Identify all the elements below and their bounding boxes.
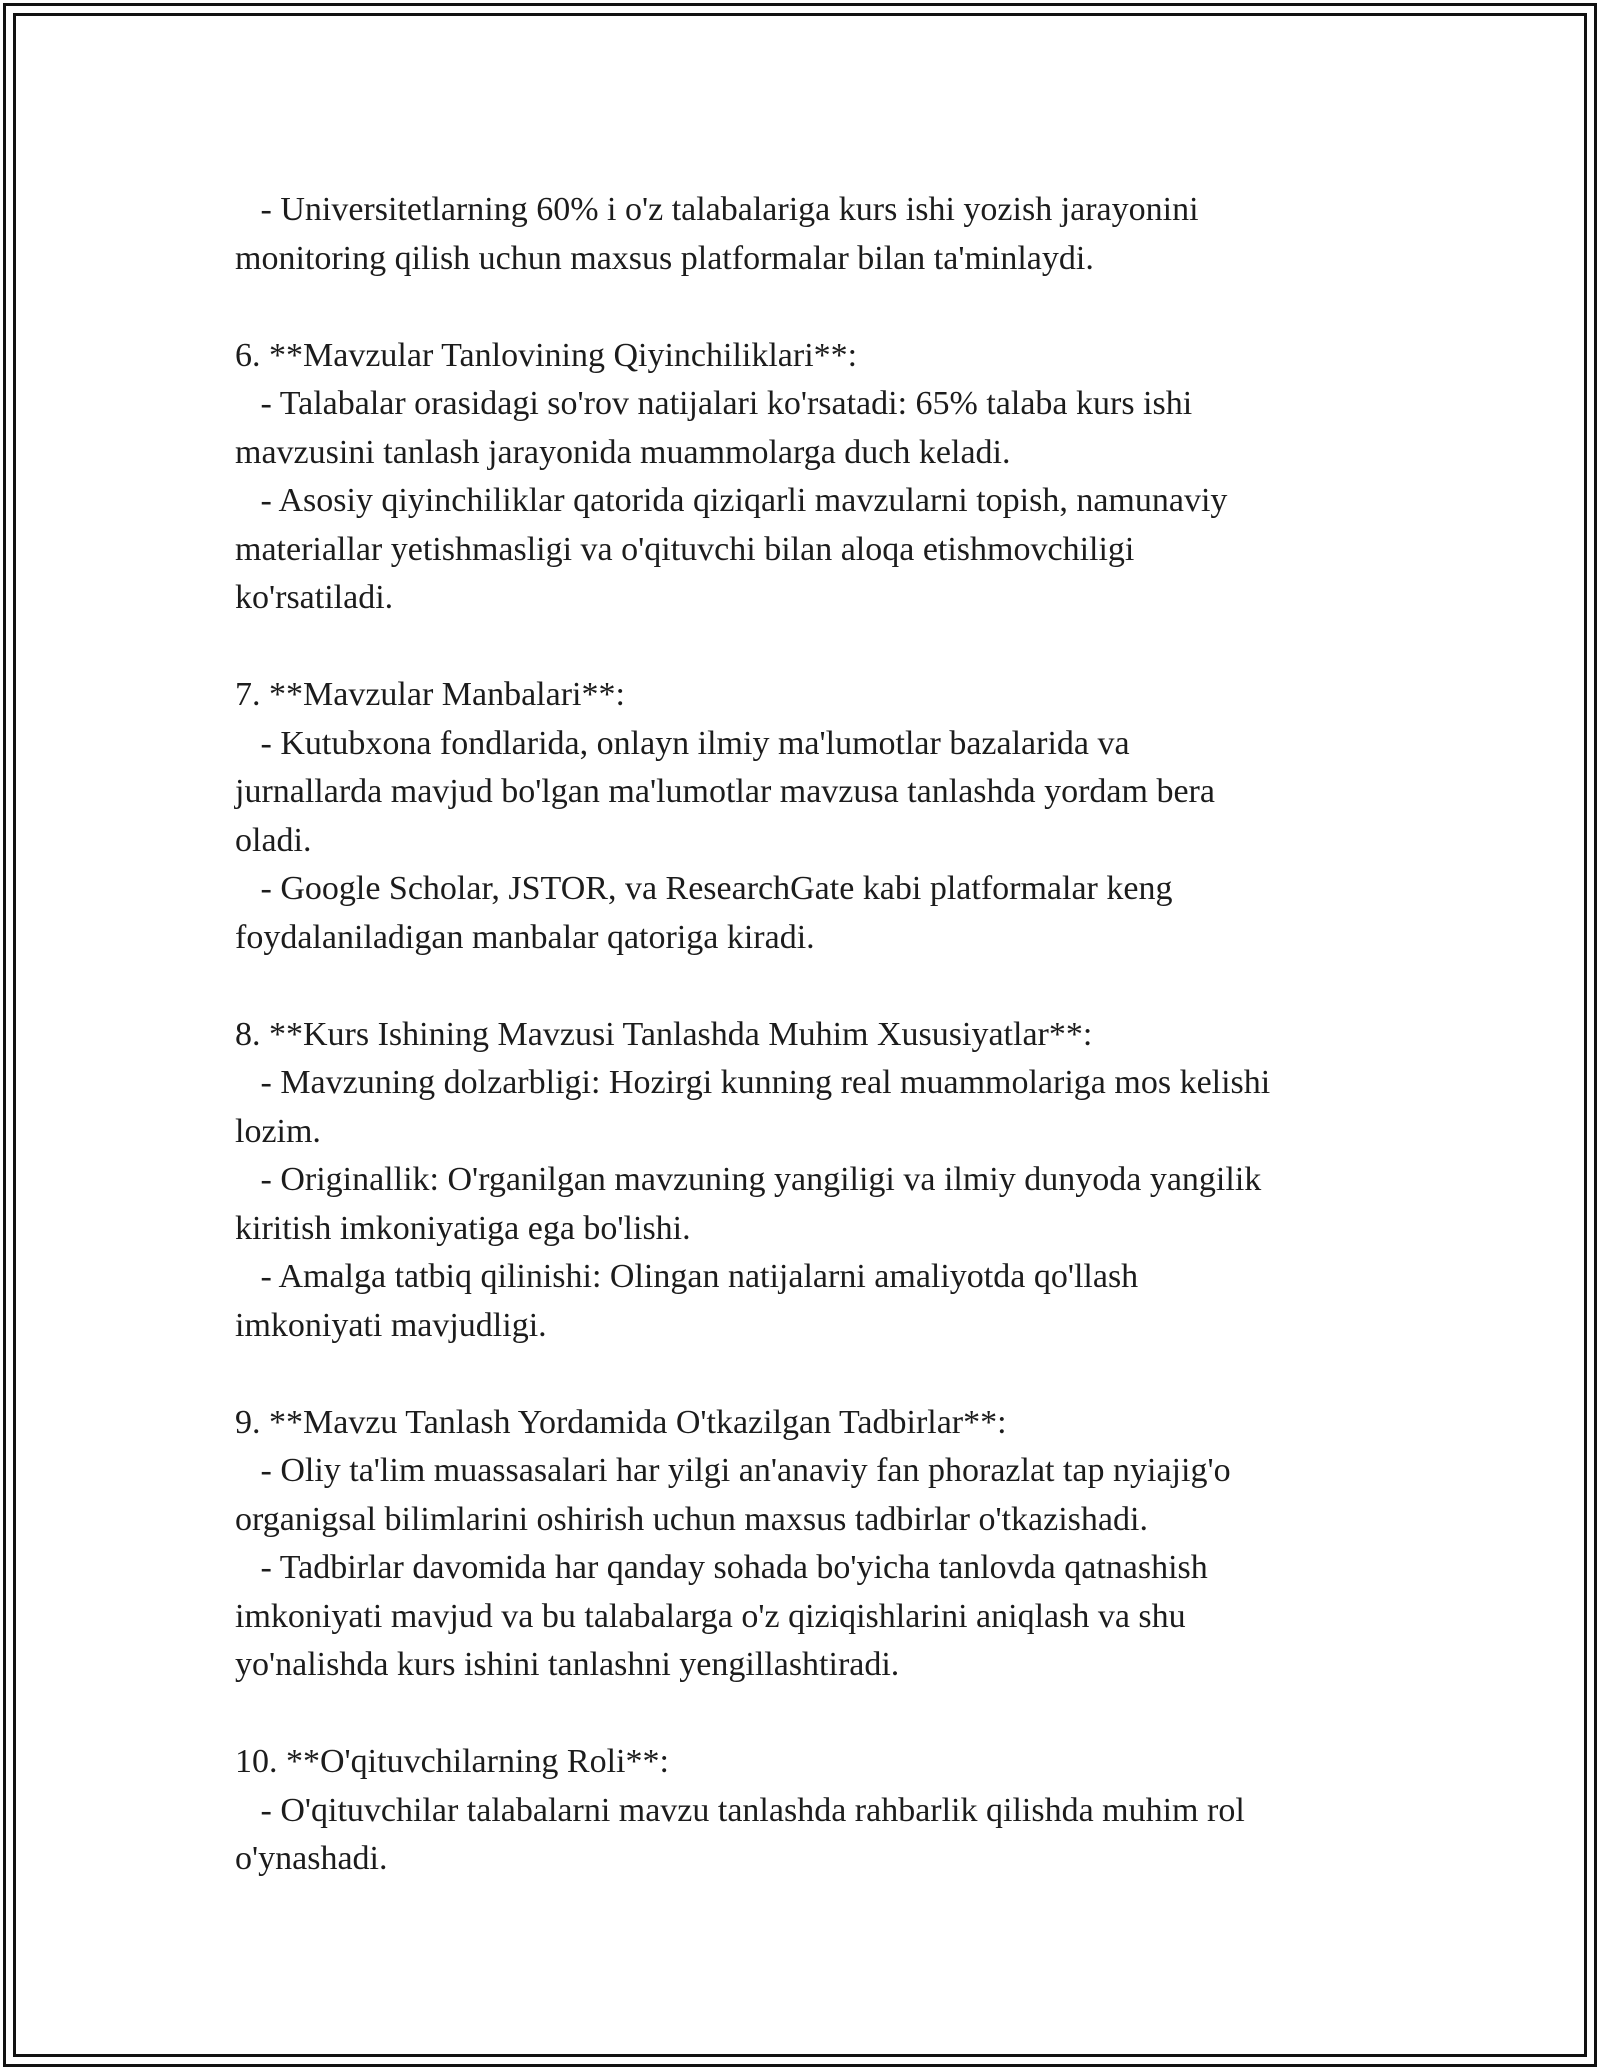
- text-line: mavzusini tanlash jarayonida muammolarga duch keladi.: [235, 433, 1011, 471]
- text-line: - Oliy ta'lim muassasalari har yilgi an'anaviy fan phorazlat tap nyiajig'o: [235, 1452, 1231, 1489]
- document-body: [235, 186, 1375, 1884]
- text-line: materiallar yetishmasligi va o'qituvchi bilan aloqa etishmovchiligi: [235, 530, 1135, 568]
- paragraph-gap: [235, 1690, 1375, 1739]
- bullet-item: [235, 1059, 1375, 1156]
- text-line: jurnallarda mavjud bo'lgan ma'lumotlar mavzusa tanlashda yordam bera: [235, 773, 1215, 810]
- paragraph-gap: [235, 962, 1375, 1011]
- text-line: imkoniyati mavjud va bu talabalarga o'z qiziqishlarini aniqlash va shu: [235, 1597, 1186, 1635]
- section-8: [235, 1011, 1375, 1351]
- text-line: oladi.: [235, 821, 312, 859]
- text-line: - Originallik: O'rganilgan mavzuning yangiligi va ilmiy dunyoda yangilik: [235, 1161, 1262, 1198]
- bullet-item: [235, 1156, 1375, 1253]
- text-line: yo'nalishda kurs ishini tanlashni yengillashtiradi.: [235, 1646, 900, 1683]
- text-line: o'ynashadi.: [235, 1840, 388, 1877]
- section-heading: 8. **Kurs Ishining Mavzusi Tanlashda Muhim Xususiyatlar**:: [235, 1015, 1093, 1053]
- bullet-item: [235, 380, 1375, 477]
- section-heading: 6. **Mavzular Tanlovining Qiyinchiliklari**:: [235, 336, 858, 374]
- text-line: ko'rsatiladi.: [235, 579, 394, 616]
- text-line: - Tadbirlar davomida har qanday sohada bo'yicha tanlovda qatnashish: [235, 1549, 1208, 1586]
- bullet-item: [235, 1544, 1375, 1690]
- text-line: - Talabalar orasidagi so'rov natijalari ko'rsatadi: 65% talaba kurs ishi: [235, 385, 1193, 422]
- bullet-item: [235, 1447, 1375, 1544]
- text-line: - O'qituvchilar talabalarni mavzu tanlashda rahbarlik qilishda muhim rol: [235, 1791, 1245, 1829]
- text-line: - Amalga tatbiq qilinishi: Olingan natijalarni amaliyotda qo'llash: [235, 1258, 1139, 1295]
- section-heading: 7. **Mavzular Manbalari**:: [235, 676, 625, 713]
- bullet-item: [235, 477, 1375, 623]
- paragraph-gap: [235, 623, 1375, 672]
- paragraph-gap: [235, 283, 1375, 332]
- intro-bullet: [235, 186, 1375, 283]
- section-7: [235, 671, 1375, 962]
- bullet-item: [235, 1787, 1375, 1884]
- paragraph-gap: [235, 1350, 1375, 1399]
- section-heading: 10. **O'qituvchilarning Roli**:: [235, 1743, 669, 1780]
- text-line: organigsal bilimlarini oshirish uchun maxsus tadbirlar o'tkazishadi.: [235, 1500, 1148, 1538]
- section-heading: 9. **Mavzu Tanlash Yordamida O'tkazilgan Tadbirlar**:: [235, 1403, 1007, 1441]
- section-6: [235, 332, 1375, 623]
- section-10: [235, 1738, 1375, 1884]
- section-9: [235, 1399, 1375, 1690]
- text-line: imkoniyati mavjudligi.: [235, 1306, 547, 1344]
- text-line: lozim.: [235, 1112, 321, 1150]
- text-line: foydalaniladigan manbalar qatoriga kiradi.: [235, 918, 815, 956]
- text-line: - Asosiy qiyinchiliklar qatorida qiziqarli mavzularni topish, namunaviy: [235, 482, 1228, 519]
- text-line: - Universitetlarning 60% i o'z talabalariga kurs ishi yozish jarayonini: [235, 191, 1199, 228]
- bullet-item: [235, 1253, 1375, 1350]
- text-line: - Mavzuning dolzarbligi: Hozirgi kunning real muammolariga mos kelishi: [235, 1064, 1271, 1101]
- text-line: - Google Scholar, JSTOR, va ResearchGate kabi platformalar keng: [235, 870, 1173, 907]
- text-line: monitoring qilish uchun maxsus platformalar bilan ta'minlaydi.: [235, 239, 1094, 277]
- bullet-item: [235, 720, 1375, 866]
- text-line: - Kutubxona fondlarida, onlayn ilmiy ma'lumotlar bazalarida va: [235, 724, 1130, 762]
- bullet-item: [235, 865, 1375, 962]
- text-line: kiritish imkoniyatiga ega bo'lishi.: [235, 1209, 691, 1247]
